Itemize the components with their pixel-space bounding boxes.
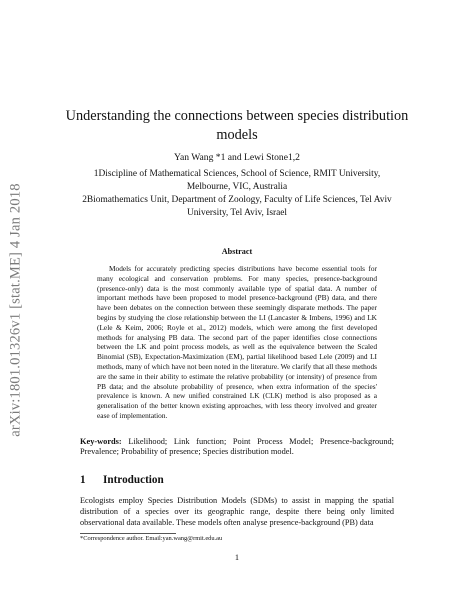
section-heading <box>80 474 394 486</box>
arxiv-stamp <box>4 160 28 460</box>
keywords-text: Likelihood; Link function; Point Process Model; Presence-background; Prevalence; Probability of presence; Species distribution model. <box>80 437 394 457</box>
keywords-label: Key-words: <box>80 437 122 446</box>
section-number: 1 <box>80 474 86 486</box>
arxiv-identifier: arXiv:1801.01326v1 [stat.ME] 4 Jan 2018 <box>7 183 24 437</box>
page-number: 1 <box>234 553 240 562</box>
section-title: Introduction <box>103 474 164 486</box>
paper-title: Understanding the connections between species distribution models <box>65 108 409 143</box>
keywords <box>80 437 394 458</box>
affiliation-2: 2Biomathematics Unit, Department of Zoology, Faculty of Life Sciences, Tel Aviv University, Tel Aviv, Israel <box>82 195 392 218</box>
footnote-rule <box>80 533 176 534</box>
footnote: *Correspondence author. Email:yan.wang@rmit.edu.au <box>80 535 223 542</box>
abstract-heading: Abstract <box>221 247 253 256</box>
affiliation-1: 1Discipline of Mathematical Sciences, School of Science, RMIT University, Melbourne, VIC, Australia <box>93 169 381 192</box>
author-list: Yan Wang *1 and Lewi Stone1,2 <box>174 152 300 163</box>
abstract-text: Models for accurately predicting species distributions have become essential tools for many ecological and conservation problems. For many species, presence-background (presence-only) data is the most commonly available type of spatial data. A number of important methods have been proposed to model presence-background (PB) data, and there have been debates on the connection between these seemingly disparate methods. The paper begins by studying the close relationship between the LI (Lancaster & Imbens, 1996) and LK (Lele & Keim, 2006; Royle et al., 2012) models, which were among the first developed methods for analysing PB data. The second part of the paper identifies close connections between the LK and point process models, as well as the equivalence between the Scaled Binomial (SB), Expectation-Maximization (EM), partial likelihood based Lele (2009) and LI methods, many of which have not been noted in the literature. We clarify that all these methods are the same in their ability to estimate the relative probability (or intensity) of presence from PB data; and the absolute probability of presence, when extra information of the species' prevalence is known. A new unified constrained LK (CLK) method is also proposed as a generalisation of the better known existing approaches, with less theory involved and greater ease of implementation. <box>97 264 377 420</box>
intro-paragraph: Ecologists employ Species Distribution Models (SDMs) to assist in mapping the spatial distribution of a species over its geographic range, despite there being only limited observational data available. These models often analyse presence-background (PB) data <box>80 496 394 527</box>
